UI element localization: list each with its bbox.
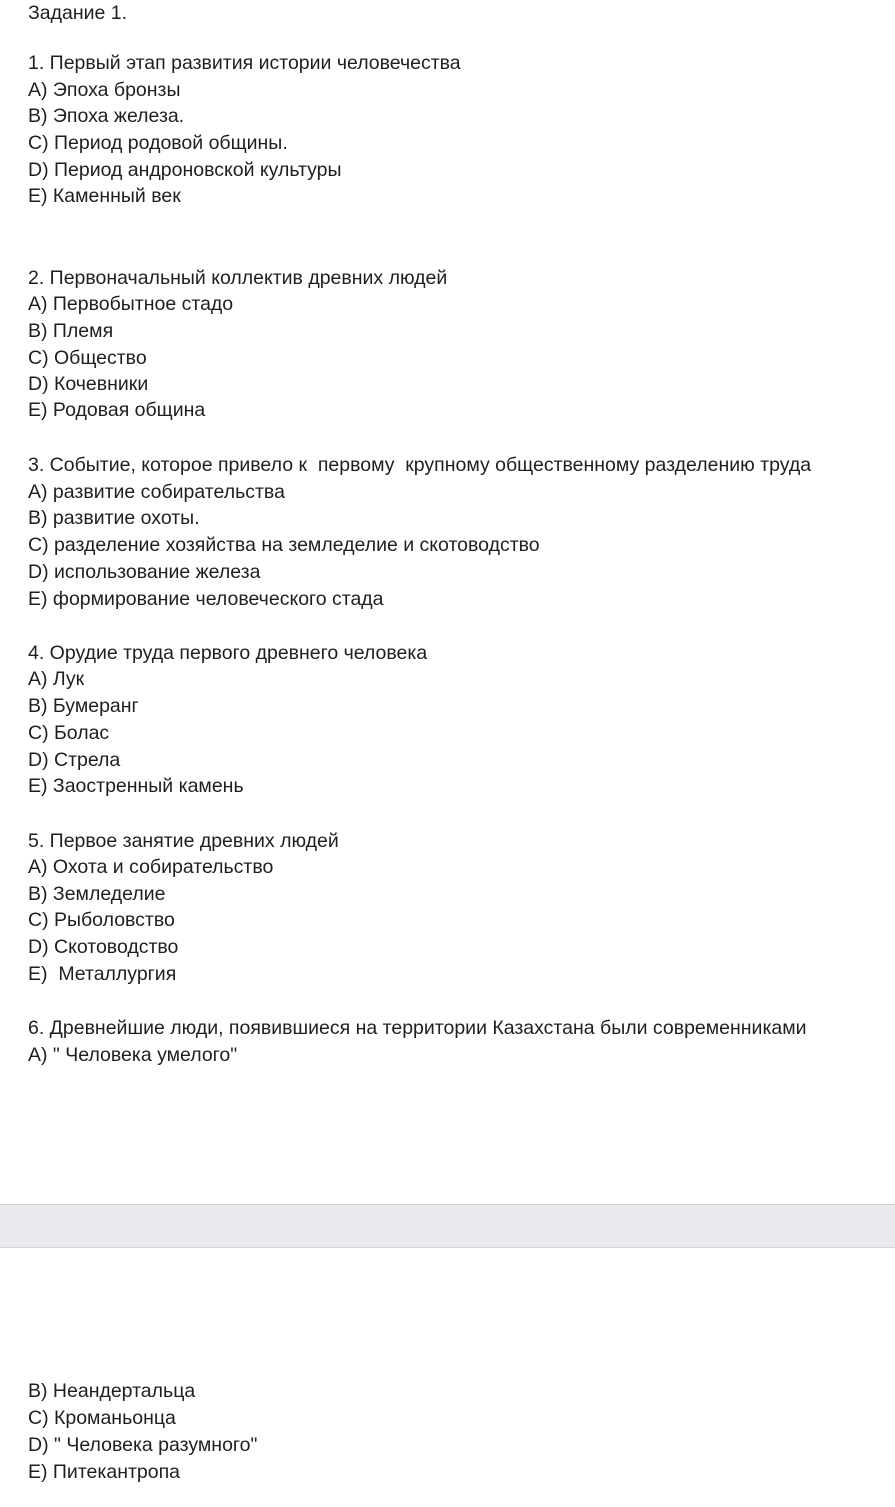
- page-separator: [0, 1204, 895, 1248]
- question-4-option-a: A) Лук: [28, 668, 85, 690]
- question-4-text: 4. Орудие труда первого древнего человека: [28, 642, 428, 664]
- question-6-option-b: B) Неандертальца: [28, 1380, 196, 1402]
- question-4-option-c: C) Болас: [28, 722, 110, 744]
- question-2-option-a: A) Первобытное стадо: [28, 293, 234, 315]
- question-2-option-e: E) Родовая община: [28, 399, 206, 421]
- question-6-option-a: A) " Человека умелого": [28, 1044, 238, 1066]
- question-3-text: 3. Событие, которое привело к первому крупному общественному разделению труда: [28, 454, 812, 476]
- question-5-option-a: A) Охота и собирательство: [28, 856, 274, 878]
- question-3-option-c: C) разделение хозяйства на земледелие и скотоводство: [28, 534, 540, 556]
- question-6-option-d: D) " Человека разумного": [28, 1434, 258, 1456]
- question-6-option-e: E) Питекантропа: [28, 1461, 180, 1483]
- question-3-option-d: D) использование железа: [28, 561, 261, 583]
- question-1-option-e: E) Каменный век: [28, 185, 181, 207]
- question-4-option-b: B) Бумеранг: [28, 695, 139, 717]
- question-5-option-b: B) Земледелие: [28, 883, 166, 905]
- question-1-option-d: D) Период андроновской культуры: [28, 159, 342, 181]
- question-2-option-b: B) Племя: [28, 320, 114, 342]
- question-5-option-e: E) Металлургия: [28, 963, 177, 985]
- question-1-text: 1. Первый этап развития истории человечества: [28, 52, 461, 74]
- question-1-option-c: C) Период родовой общины.: [28, 132, 288, 154]
- question-2-option-d: D) Кочевники: [28, 373, 149, 395]
- question-5-option-d: D) Скотоводство: [28, 936, 179, 958]
- question-2-option-c: C) Общество: [28, 347, 147, 369]
- question-5-text: 5. Первое занятие древних людей: [28, 830, 339, 852]
- document-page-2: [0, 1248, 895, 1507]
- document-title: Задание 1.: [28, 2, 128, 24]
- question-1-option-b: B) Эпоха железа.: [28, 105, 185, 127]
- question-1-option-a: A) Эпоха бронзы: [28, 79, 181, 101]
- question-6-option-c: C) Кроманьонца: [28, 1407, 176, 1429]
- question-5-option-c: C) Рыболовство: [28, 909, 175, 931]
- question-6-text: 6. Древнейшие люди, появившиеся на территории Казахстана были современниками: [28, 1017, 807, 1039]
- question-4-option-d: D) Стрела: [28, 749, 121, 771]
- question-4-option-e: E) Заостренный камень: [28, 775, 244, 797]
- question-3-option-a: A) развитие собирательства: [28, 481, 285, 503]
- question-3-option-e: E) формирование человеческого стада: [28, 588, 384, 610]
- question-2-text: 2. Первоначальный коллектив древних людей: [28, 267, 448, 289]
- question-3-option-b: B) развитие охоты.: [28, 507, 200, 529]
